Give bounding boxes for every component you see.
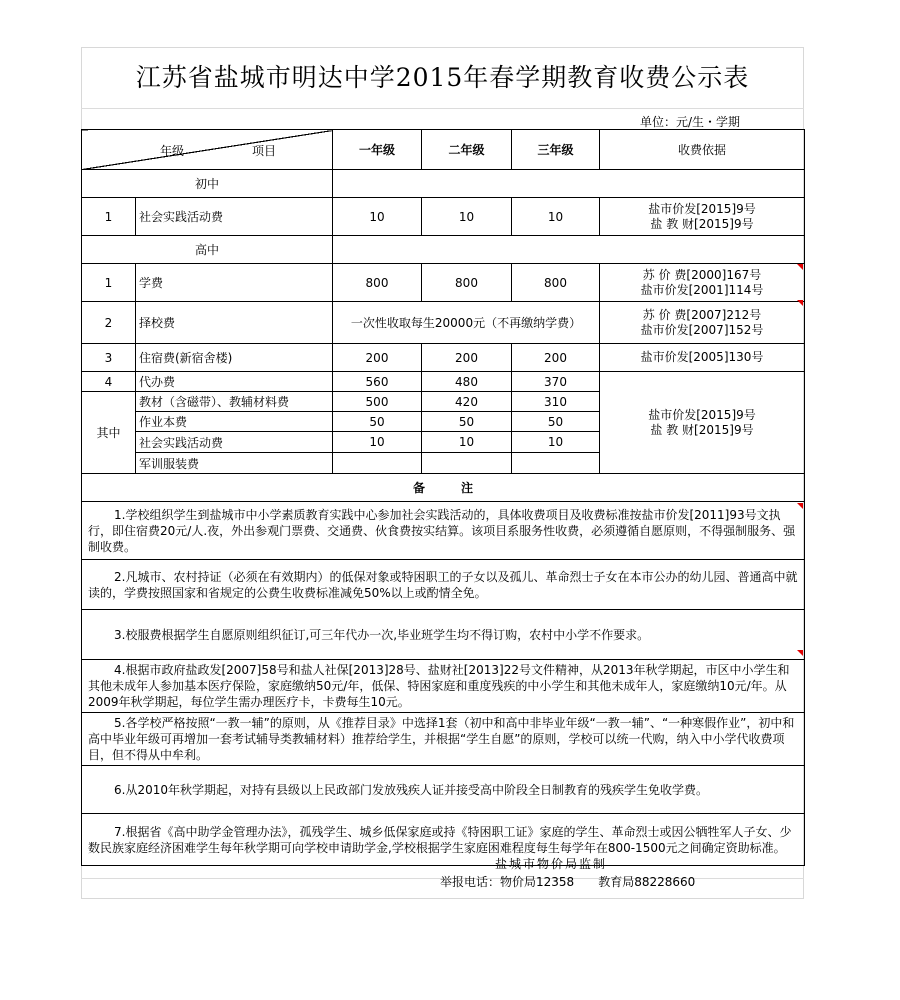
sub-label: 其中 <box>82 392 136 474</box>
notes-header: 备 注 <box>82 474 805 502</box>
header-basis: 收费依据 <box>600 130 805 170</box>
grade-label: 年级 <box>160 144 185 158</box>
note-2: 2.凡城市、农村持证（必须在有效期内）的低保对象或特困职工的子女以及孤儿、革命烈士子女在本市公办的幼儿园、普通高中就读的，学费按照国家和省规定的公费生收费标准减免50%以上或酌情全免。 <box>82 560 805 610</box>
section-senior-row <box>82 236 805 264</box>
header-row <box>82 130 805 170</box>
comment-marker[interactable] <box>797 264 803 270</box>
comment-marker[interactable] <box>797 503 803 509</box>
item-label: 项目 <box>252 144 277 158</box>
table-row: 1 社会实践活动费 10 10 10 盐市价发[2015]9号 盐 教 财[2015]9号 <box>82 198 805 236</box>
table-row: 4 代办费 560 480 370 盐市价发[2015]9号 盐 教 财[2015]9号 <box>82 372 805 392</box>
header-grade3: 三年级 <box>512 130 600 170</box>
note-row <box>82 502 805 560</box>
hotline <box>440 873 695 890</box>
table-row: 社会实践活动费 10 10 10 <box>82 432 805 453</box>
note-6: 6.从2010年秋学期起，对持有县级以上民政部门发放残疾人证并接受高中阶段全日制教育的残疾学生免收学费。 <box>82 766 805 814</box>
table-row: 2 择校费 一次性收取每生20000元（不再缴纳学费） 苏 价 费[2007]212号 盐市价发[2007]152号 <box>82 302 805 344</box>
note-7: 7.根据省《高中助学金管理办法》，孤残学生、城乡低保家庭或持《特困职工证》家庭的学生、革命烈士或因公牺牲军人子女、少数民族家庭经济困难学生每年秋学期可向学校申请助学金,学校根据学生家庭困难程度每生每学年在800-1500元之间确定资助标准。 <box>82 814 805 866</box>
section-junior-row <box>82 170 805 198</box>
comment-marker[interactable] <box>797 650 803 656</box>
note-row <box>82 713 805 766</box>
section-junior: 初中 <box>82 170 333 198</box>
hotline-education-bureau: 教育局88228660 <box>598 875 696 889</box>
note-row <box>82 766 805 814</box>
table-row: 作业本费 50 50 50 <box>82 412 805 432</box>
notes-header-row <box>82 474 805 502</box>
table-row: 其中 教材（含磁带）、教辅材料费 500 420 310 <box>82 392 805 412</box>
note-4: 4.根据市政府盐政发[2007]58号和盐人社保[2013]28号、盐财社[2013]22号文件精神，从2013年秋学期起，市区中小学生和其他未成年人参加基本医疗保险，家庭缴纳50元/年，低保、特困家庭和重度残疾的中小学生和其他未成年人，家庭缴纳10元/年。从2009年秋学期起，每位学生需办理医疗卡，卡费每生10元。 <box>82 660 805 713</box>
note-3: 3.校服费根据学生自愿原则组织征订,可三年代办一次,毕业班学生均不得订购，农村中小学不作要求。 <box>82 610 805 660</box>
note-row <box>82 814 805 866</box>
table-row: 军训服装费 <box>82 453 805 474</box>
note-5: 5.各学校严格按照“一教一辅”的原则，从《推荐目录》中选择1套（初中和高中非毕业年级“一教一辅”、“一种寒假作业”，初中和高中毕业年级可再增加一套考试辅导类教辅材料）推荐给学生，并根据“学生自愿”的原则，学校可以统一代购，纳入中小学代收费项目，但不得从中牟利。 <box>82 713 805 766</box>
grid-line <box>81 108 804 109</box>
table-row: 3 住宿费(新宿舍楼) 200 200 200 盐市价发[2005]130号 <box>82 344 805 372</box>
note-1: 1.学校组织学生到盐城市中小学素质教育实践中心参加社会实践活动的，具体收费项目及收费标准按盐市价发[2011]93号文执行，即住宿费20元/人.夜，外出参观门票费、交通费、伙食费按实结算。该项目系服务性收费，必须遵循自愿原则，不得强制服务、强制收费。 <box>82 502 805 560</box>
hotline-label: 举报电话： <box>440 875 501 889</box>
header-grade2: 二年级 <box>422 130 512 170</box>
unit-label: 单位：元/生・学期 <box>640 115 741 129</box>
fee-table <box>81 129 805 866</box>
diagonal-header-cell <box>82 130 333 170</box>
table-row: 1 学费 800 800 800 苏 价 费[2000]167号 盐市价发[2001]114号 <box>82 264 805 302</box>
page-title: 江苏省盐城市明达中学2015年春学期教育收费公示表 <box>135 63 750 92</box>
section-senior: 高中 <box>82 236 333 264</box>
merged-fee-cell: 一次性收取每生20000元（不再缴纳学费） <box>333 302 600 344</box>
supervisor-label: 盐城市物价局监制 <box>495 857 608 871</box>
note-row <box>82 660 805 713</box>
comment-marker[interactable] <box>797 300 803 306</box>
daiban-basis: 盐市价发[2015]9号 盐 教 财[2015]9号 <box>600 372 805 474</box>
hotline-price-bureau: 物价局12358 <box>500 875 575 889</box>
note-row <box>82 610 805 660</box>
header-grade1: 一年级 <box>333 130 422 170</box>
note-row <box>82 560 805 610</box>
